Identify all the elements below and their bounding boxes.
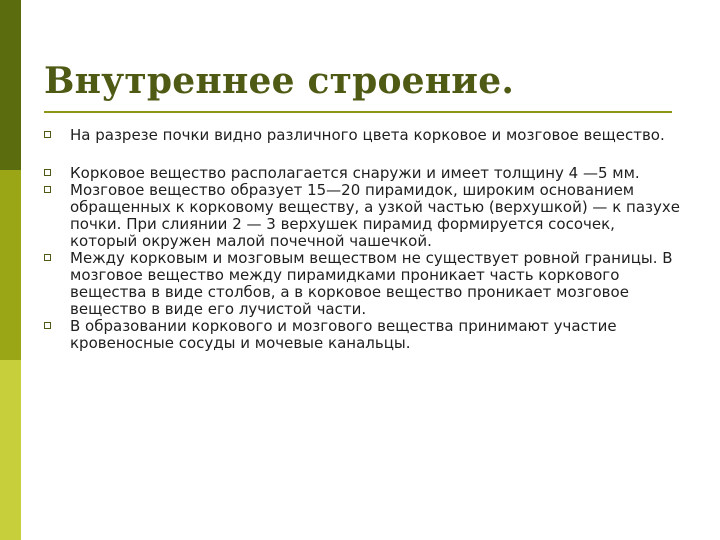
square-bullet-icon (44, 186, 51, 193)
bullet-item (44, 127, 684, 144)
square-bullet-icon (44, 131, 51, 138)
bullet-item (44, 182, 684, 250)
bullet-item (44, 250, 684, 318)
sidebar-band-light (0, 360, 21, 540)
bullet-text: В образовании коркового и мозгового вещества принимают участие кровеносные сосуды и мочевые канальцы. (70, 317, 617, 352)
bullet-item (44, 165, 684, 182)
sidebar-band-dark (0, 0, 21, 170)
square-bullet-icon (44, 254, 51, 261)
sidebar-band-mid (0, 170, 21, 360)
slide-title: Внутреннее строение. (44, 60, 515, 102)
title-underline (44, 111, 672, 113)
bullet-text: На разрезе почки видно различного цвета корковое и мозговое вещество. (70, 126, 665, 144)
bullet-list (44, 127, 684, 352)
bullet-text: Мозговое вещество образует 15—20 пирамидок, широким основанием обращенных к корковому веществу, а узкой частью (верхушкой) — к пазухе почки. При слиянии 2 — 3 верхушек пирамид формируется сосочек, который окружен малой почечной чашечкой. (70, 181, 680, 250)
square-bullet-icon (44, 169, 51, 176)
bullet-item (44, 318, 684, 352)
square-bullet-icon (44, 322, 51, 329)
sidebar-decoration (0, 0, 21, 540)
bullet-text: Корковое вещество располагается снаружи и имеет толщину 4 —5 мм. (70, 164, 640, 182)
bullet-text: Между корковым и мозговым веществом не существует ровной границы. В мозговое вещество между пирамидками проникает часть коркового вещества в виде столбов, а в корковое вещество проникает мозговое вещество в виде его лучистой части. (70, 249, 673, 318)
